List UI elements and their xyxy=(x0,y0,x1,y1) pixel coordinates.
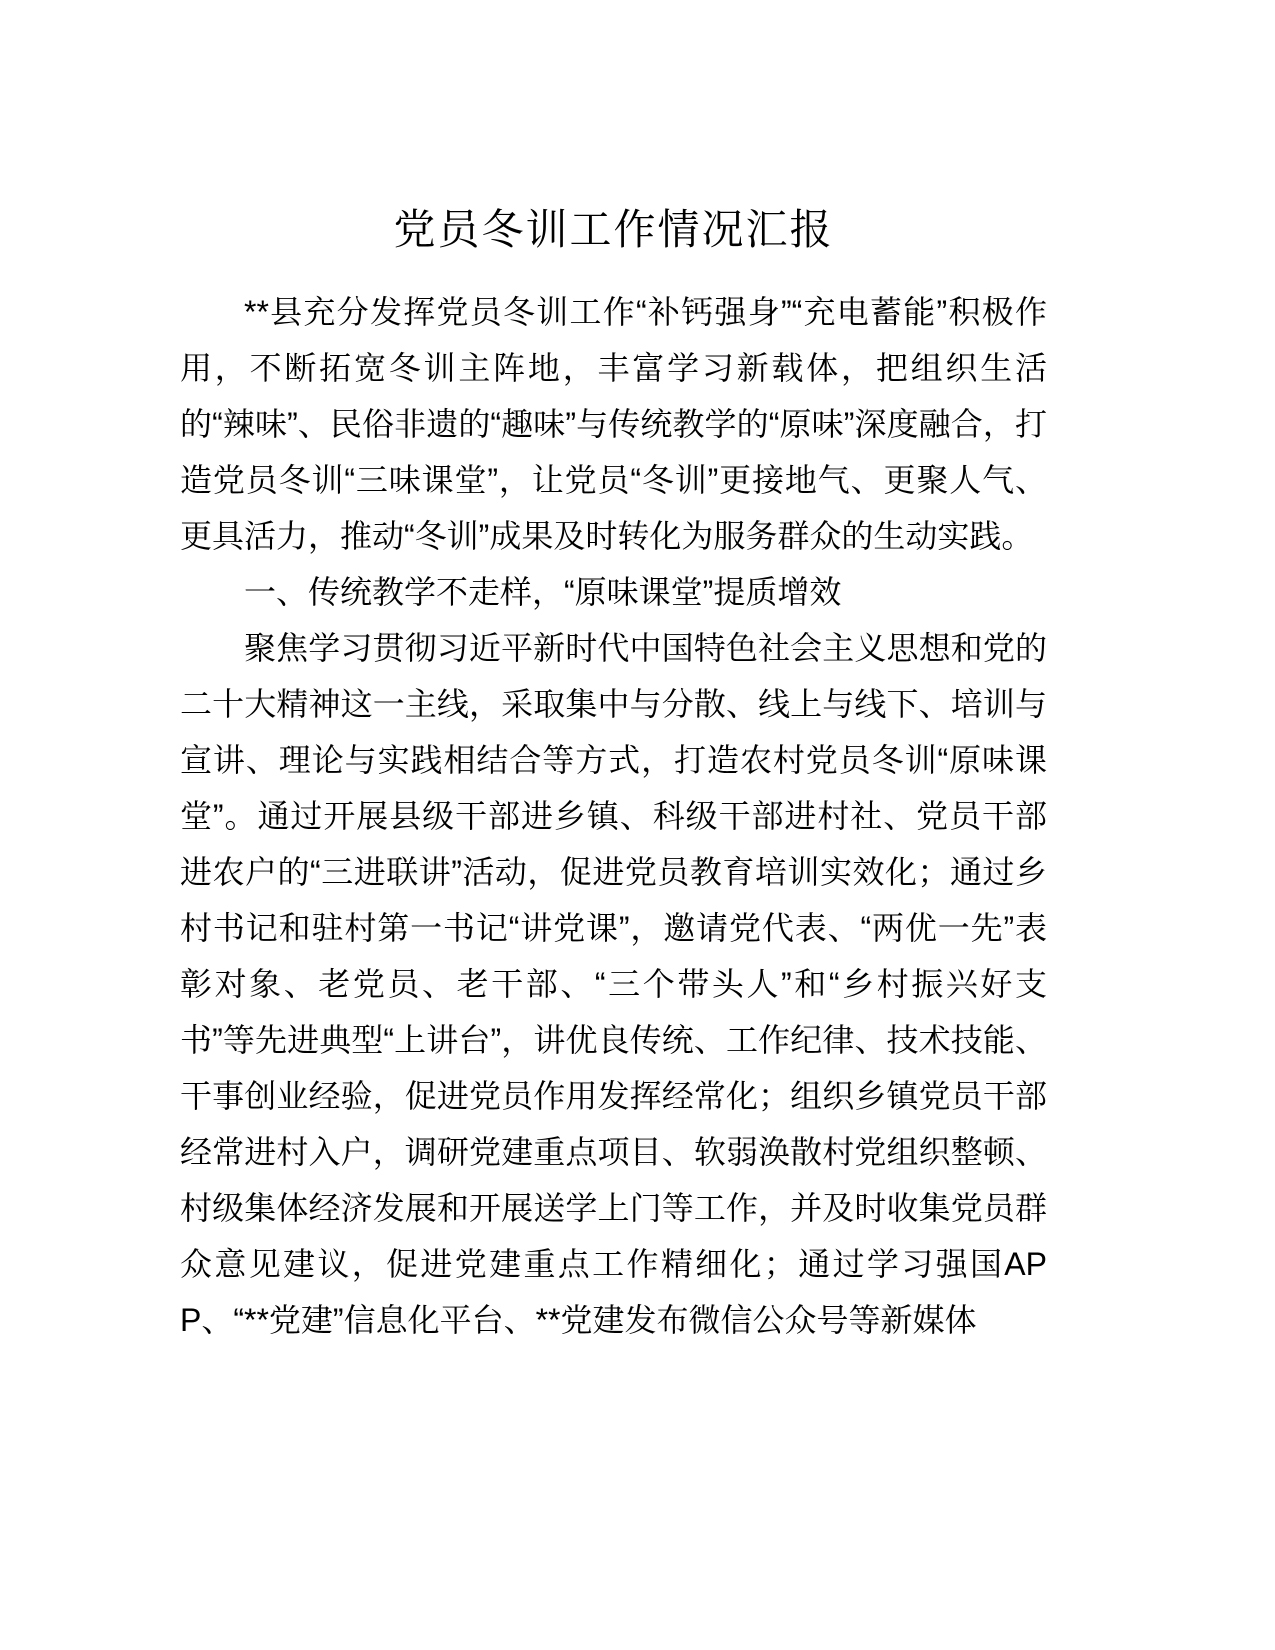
paragraph: 聚焦学习贯彻习近平新时代中国特色社会主义思想和党的二十大精神这一主线，采取集中与分散、线上与线下、培训与宣讲、理论与实践相结合等方式，打造农村党员冬训“原味课堂”。通过开展县级干部进乡镇、科级干部进村社、党员干部进农户的“三进联讲”活动，促进党员教育培训实效化；通过乡村书记和驻村第一书记“讲党课”，邀请党代表、“两优一先”表彰对象、老党员、老干部、“三个带头人”和“乡村振兴好支书”等先进典型“上讲台”，讲优良传统、工作纪律、技术技能、干事创业经验，促进党员作用发挥经常化；组织乡镇党员干部经常进村入户，调研党建重点项目、软弱涣散村党组织整顿、村级集体经济发展和开展送学上门等工作，并及时收集党员群众意见建议，促进党建重点工作精细化；通过学习强国APP、“**党建”信息化平台、**党建发布微信公众号等新媒体 xyxy=(180,630,1047,1338)
section-heading: 一、传统教学不走样，“原味课堂”提质增效 xyxy=(244,574,842,610)
paragraph: **县充分发挥党员冬训工作“补钙强身”“充电蓄能”积极作用，不断拓宽冬训主阵地，丰富学习新载体，把组织生活的“辣味”、民俗非遗的“趣味”与传统教学的“原味”深度融合，打造党员冬训“三味课堂”，让党员“冬训”更接地气、更聚人气、更具活力，推动“冬训”成果及时转化为服务群众的生动实践。 xyxy=(180,294,1047,554)
document-title: 党员冬训工作情况汇报 xyxy=(393,206,834,253)
document-body xyxy=(180,284,1047,1348)
